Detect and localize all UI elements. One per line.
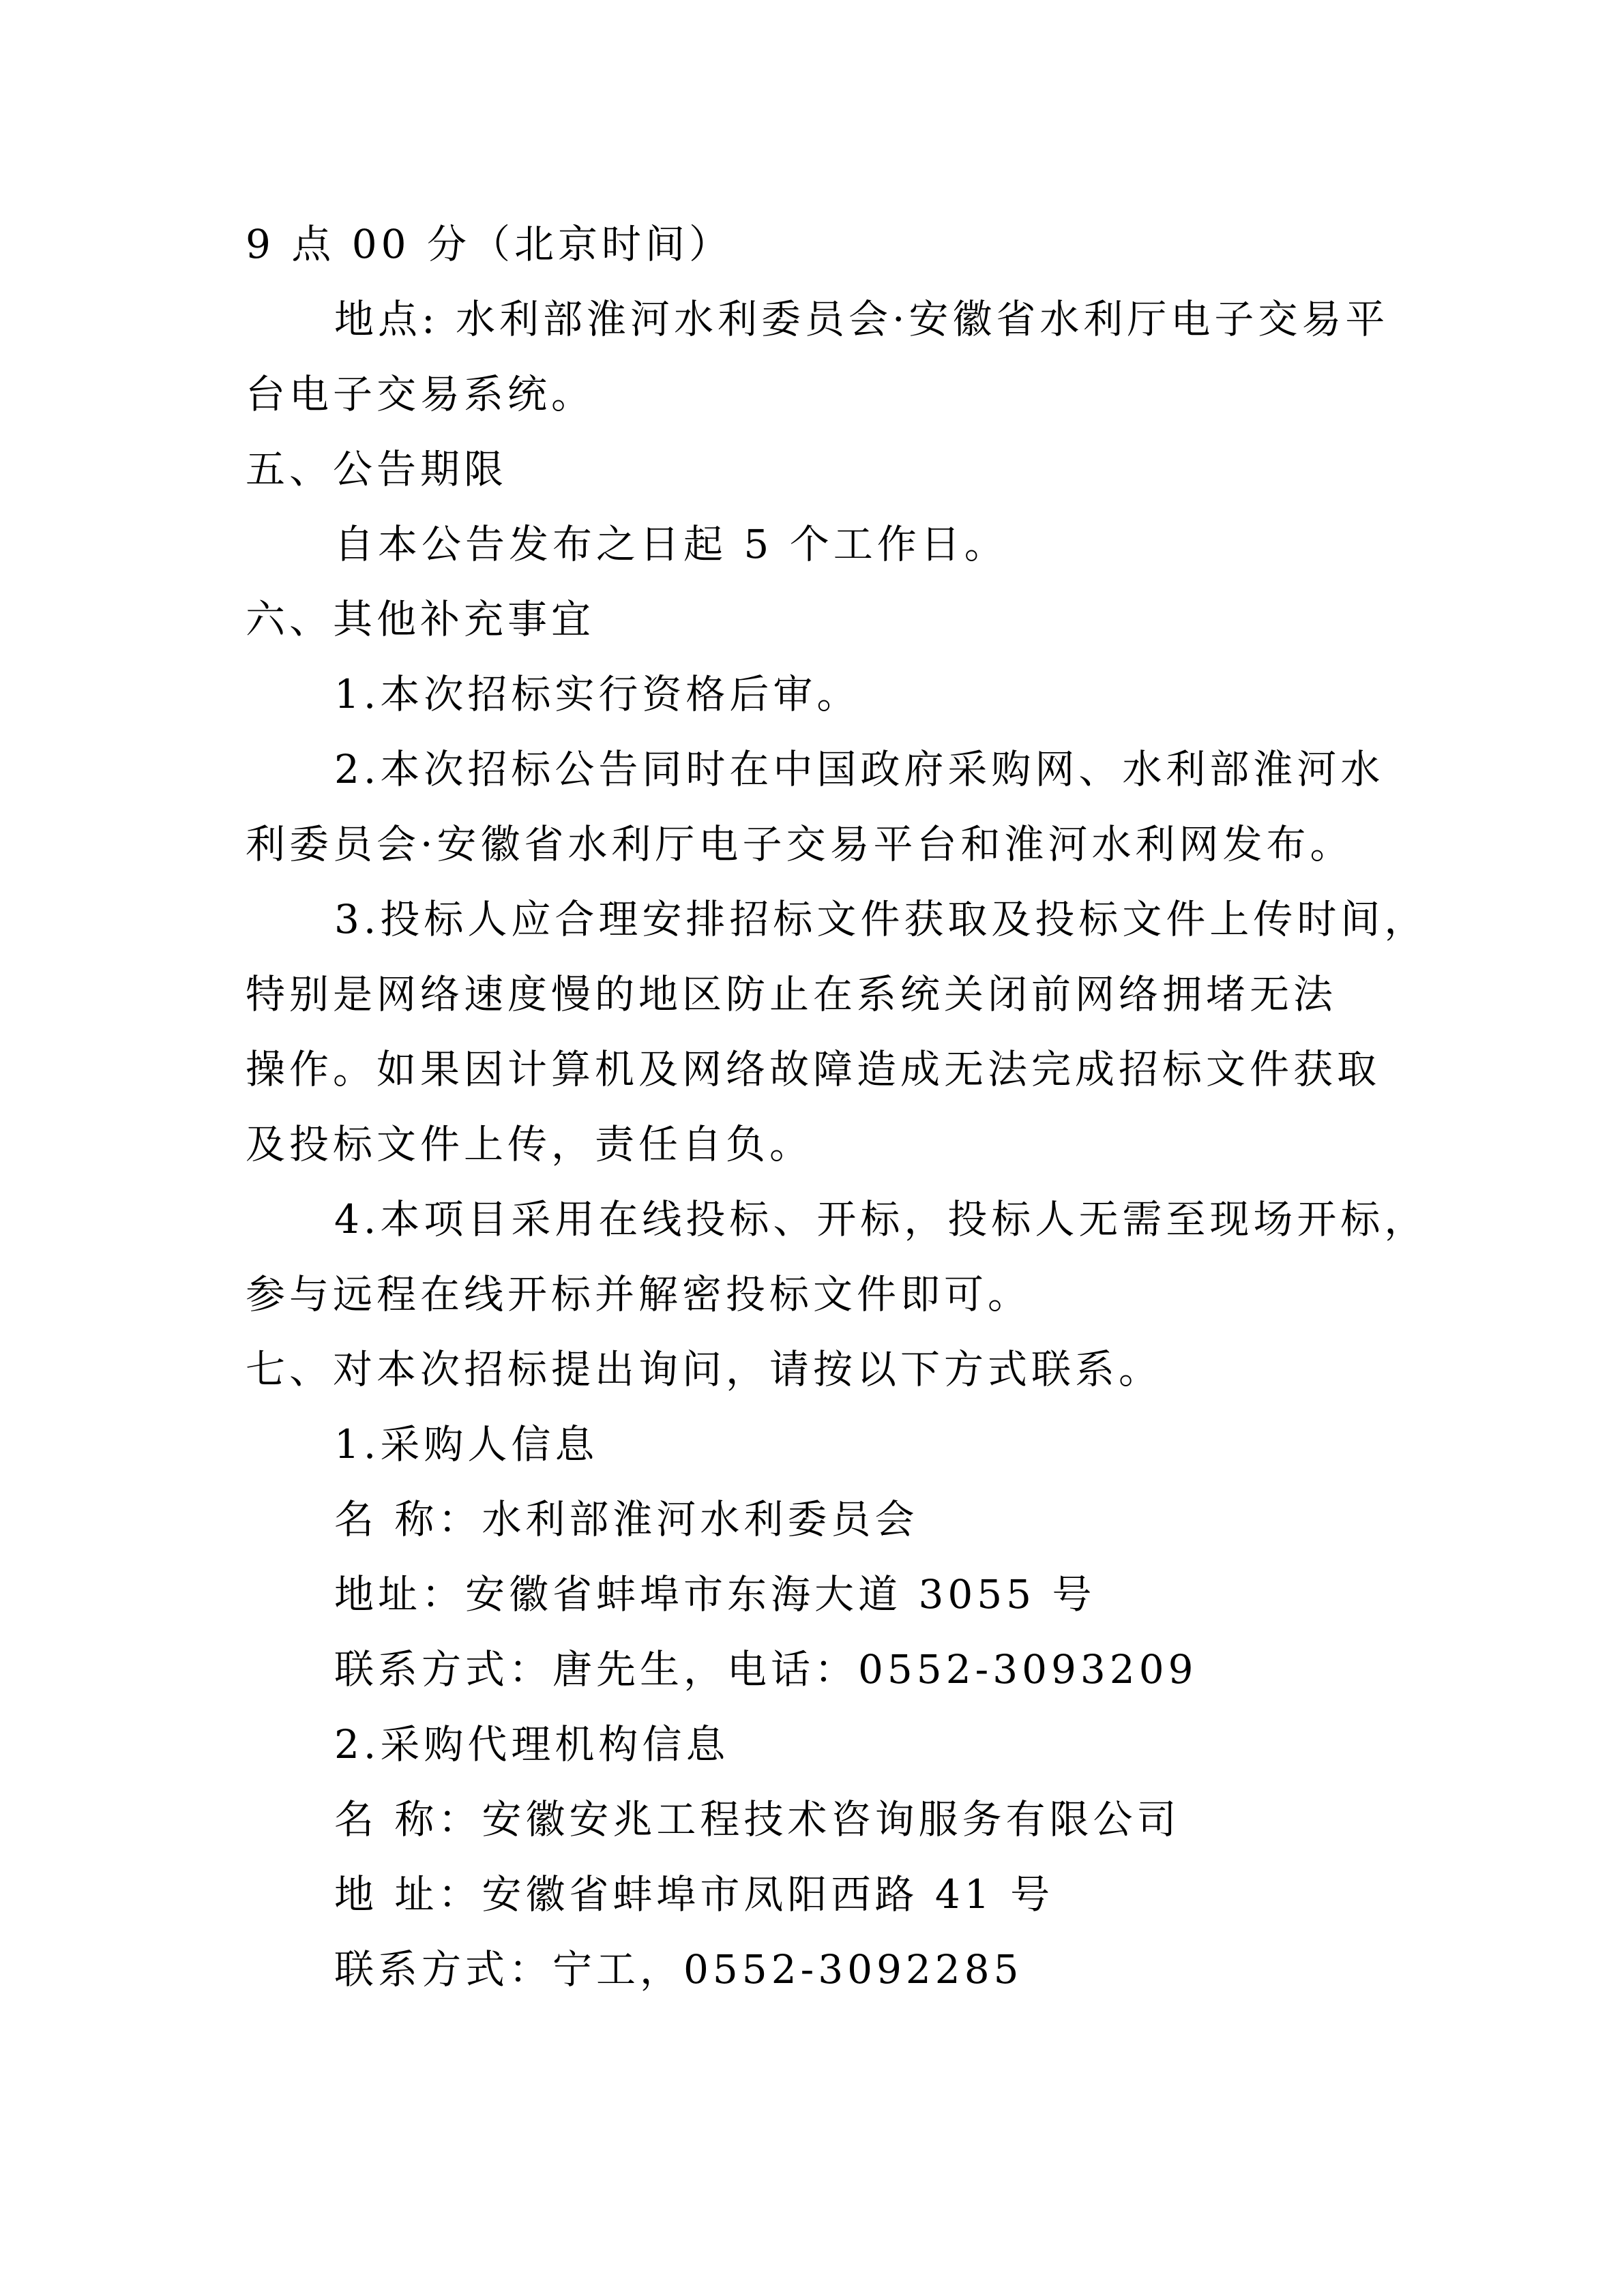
text-line-location-cont: 台电子交易系统。 bbox=[246, 371, 595, 417]
purchaser-info-heading: 1.采购人信息 bbox=[334, 1421, 599, 1467]
purchaser-contact: 联系方式：唐先生，电话：0552-3093209 bbox=[334, 1646, 1198, 1693]
text-line-item-4: 4.本项目采用在线投标、开标，投标人无需至现场开标， bbox=[334, 1196, 1428, 1242]
agency-name: 名 称：安徽安兆工程技术咨询服务有限公司 bbox=[334, 1796, 1181, 1843]
agency-info-heading: 2.采购代理机构信息 bbox=[334, 1721, 730, 1768]
text-line-item-4-cont: 参与远程在线开标并解密投标文件即可。 bbox=[246, 1271, 1032, 1317]
text-line-item-1: 1.本次招标实行资格后审。 bbox=[334, 671, 861, 717]
text-line-item-2: 2.本次招标公告同时在中国政府采购网、水利部淮河水 bbox=[334, 746, 1385, 792]
agency-address: 地 址：安徽省蚌埠市凤阳西路 41 号 bbox=[334, 1871, 1054, 1918]
section-heading-6: 六、其他补充事宜 bbox=[246, 596, 595, 642]
purchaser-address: 地址：安徽省蚌埠市东海大道 3055 号 bbox=[334, 1571, 1096, 1617]
text-line-item-3: 3.投标人应合理安排招标文件获取及投标文件上传时间， bbox=[334, 896, 1428, 942]
section-heading-5: 五、公告期限 bbox=[246, 446, 508, 492]
agency-contact: 联系方式：宁工，0552-3092285 bbox=[334, 1946, 1023, 1993]
section-heading-7: 七、对本次招标提出询问，请按以下方式联系。 bbox=[246, 1346, 1163, 1392]
text-line-item-2-cont: 利委员会·安徽省水利厅电子交易平台和淮河水利网发布。 bbox=[246, 821, 1354, 867]
text-line-period: 自本公告发布之日起 5 个工作日。 bbox=[334, 521, 1008, 567]
text-line-item-3-cont-3: 及投标文件上传，责任自负。 bbox=[246, 1121, 814, 1167]
text-line-item-3-cont-1: 特别是网络速度慢的地区防止在系统关闭前网络拥堵无法 bbox=[246, 971, 1338, 1017]
text-line-item-3-cont-2: 操作。如果因计算机及网络故障造成无法完成招标文件获取 bbox=[246, 1046, 1381, 1092]
purchaser-name: 名 称：水利部淮河水利委员会 bbox=[334, 1496, 919, 1542]
text-line-location: 地点: 水利部淮河水利委员会·安徽省水利厅电子交易平 bbox=[334, 296, 1389, 342]
text-line-time: 9 点 00 分（北京时间） bbox=[246, 221, 733, 267]
